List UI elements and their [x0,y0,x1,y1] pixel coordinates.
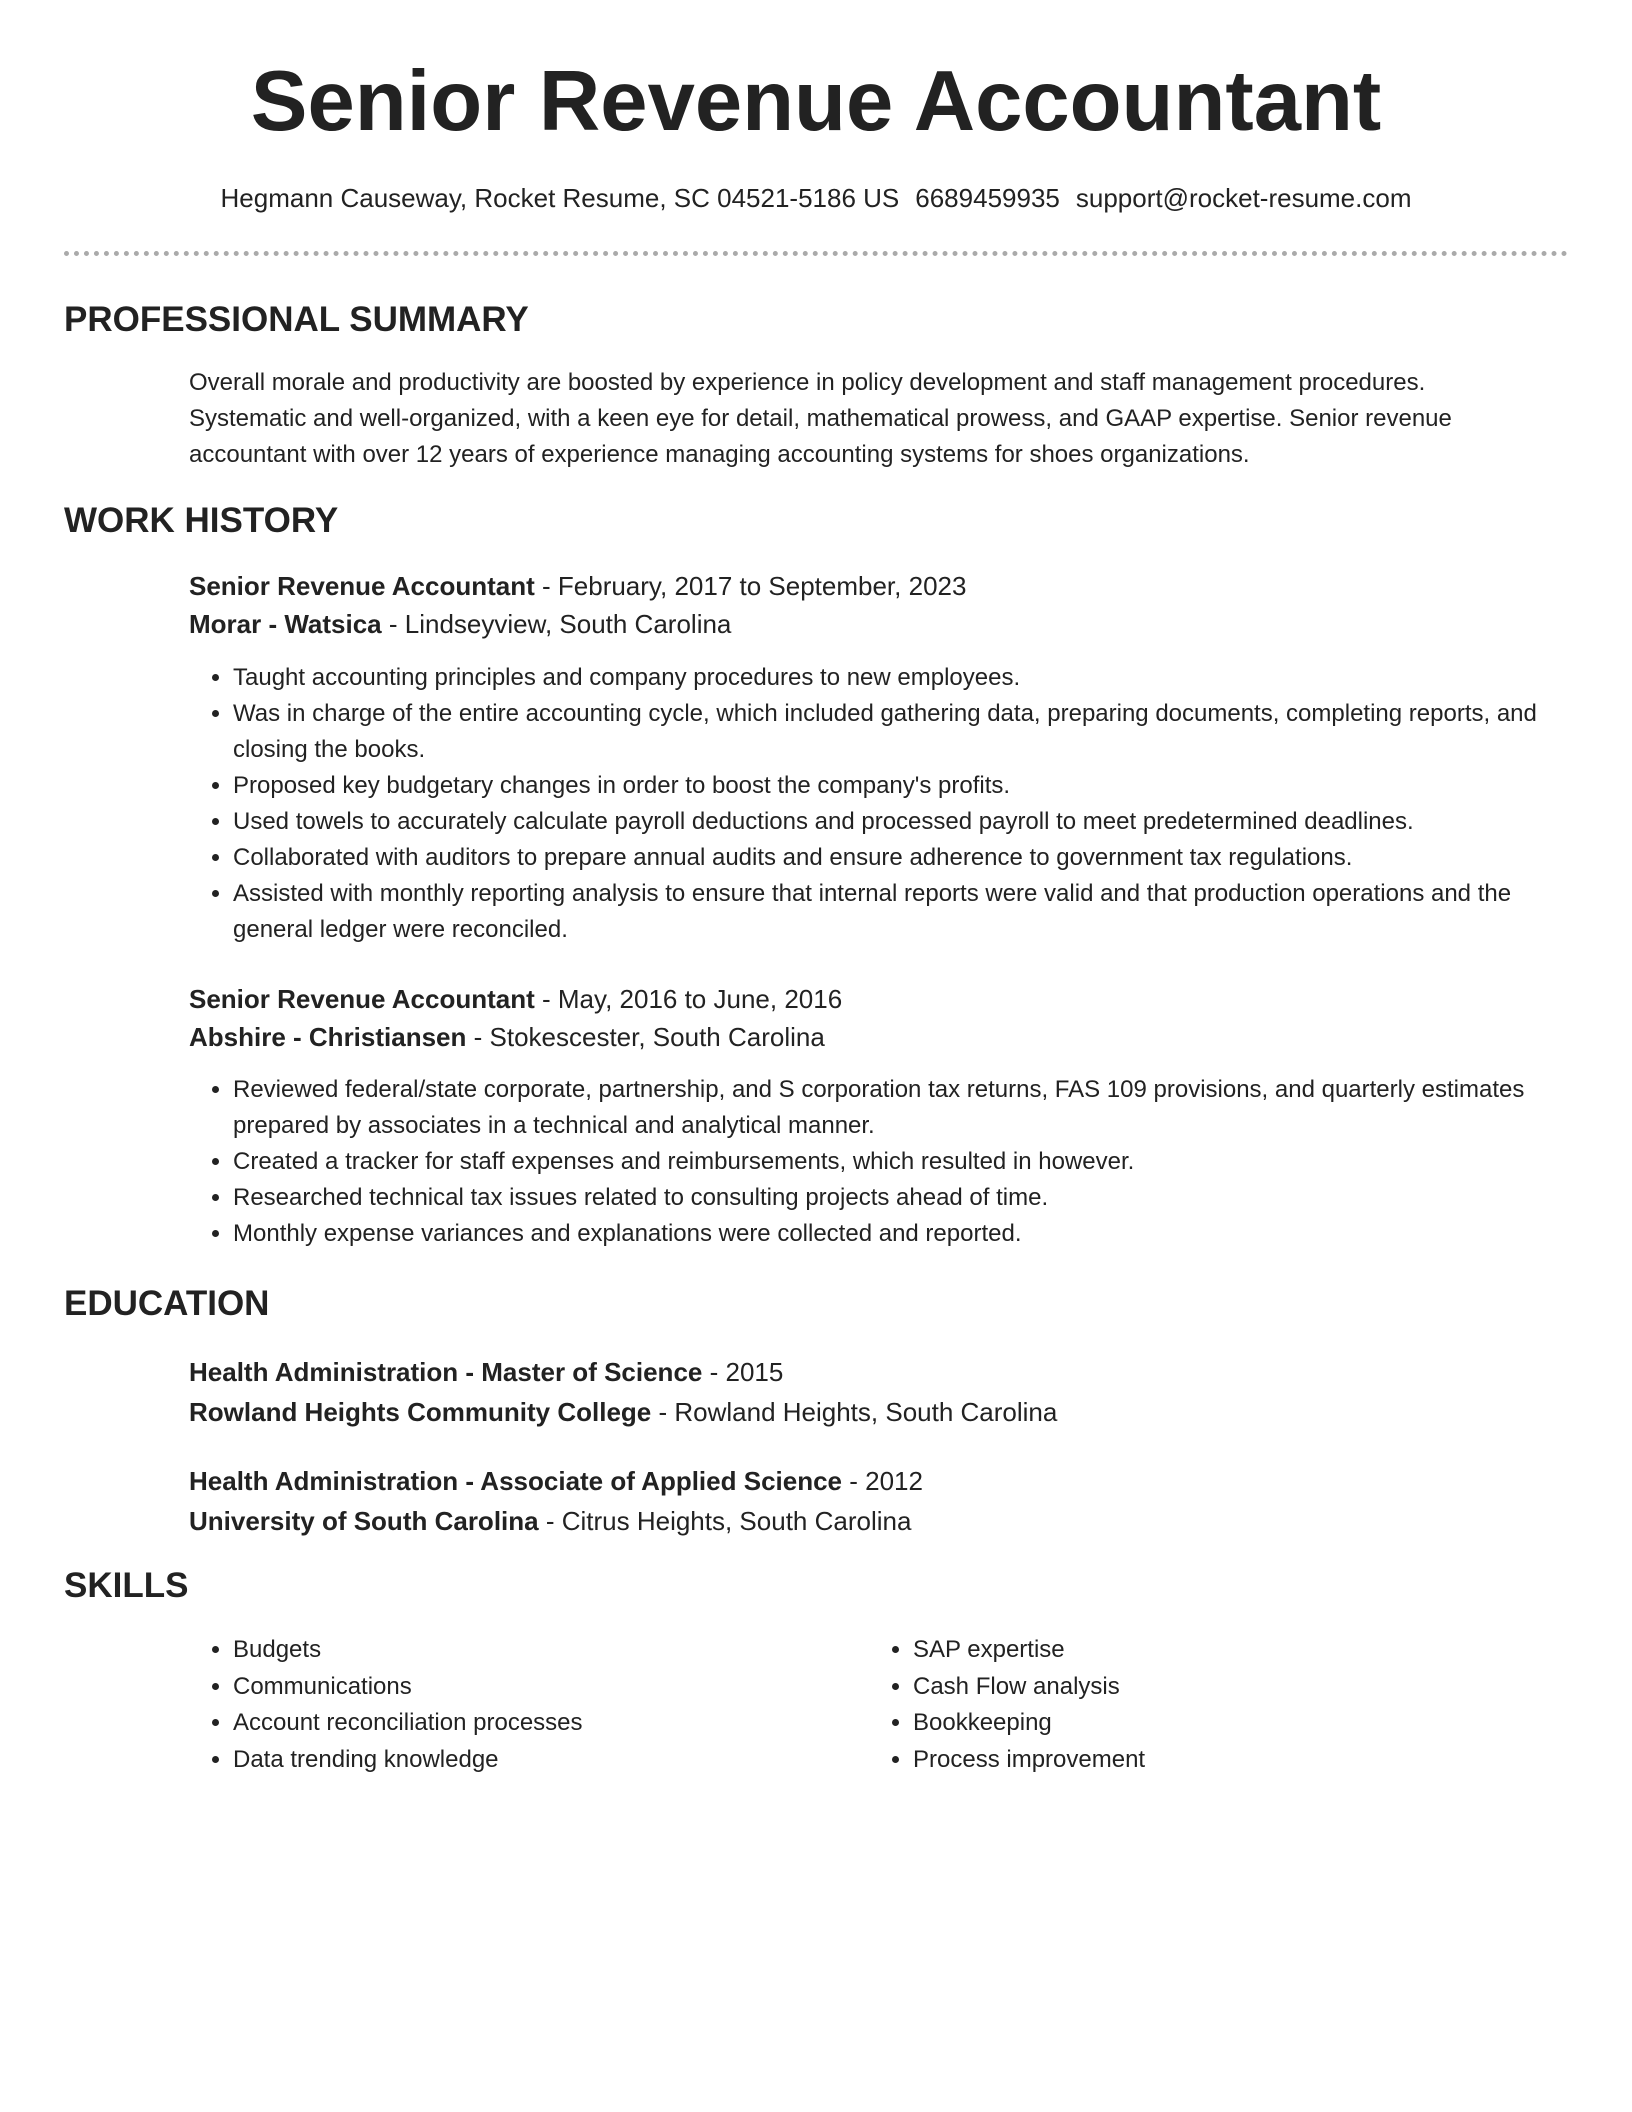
job-company-line [189,1018,1569,1056]
job-dates: - May, 2016 to June, 2016 [534,984,843,1014]
list-item: • Monthly expense variances and explanations were collected and reported. [233,1216,1569,1252]
job-role: Senior Revenue Accountant [189,984,535,1014]
education-degree-line [189,1352,1569,1392]
list-item: • Collaborated with auditors to prepare annual audits and ensure adherence to government tax regulations. [233,840,1569,876]
job-entry [189,567,1569,643]
skill-item: • Account reconciliation processes [233,1705,789,1742]
education-entry [189,1352,1569,1432]
job-company-line [189,605,1569,643]
education-school: University of South Carolina [189,1506,539,1536]
education-year: - 2012 [842,1466,923,1496]
skills-list-left [189,1632,789,1778]
contact-email: support@rocket-resume.com [1075,183,1412,213]
job-entry [189,980,1569,1056]
summary-heading: PROFESSIONAL SUMMARY [64,300,529,339]
skill-item: • Data trending knowledge [233,1742,789,1779]
skill-item: • Cash Flow analysis [913,1669,1469,1706]
education-degree: Health Administration - Master of Science [189,1357,703,1387]
list-item: • Used towels to accurately calculate payroll deductions and processed payroll to meet predetermined deadlines. [233,804,1569,840]
education-school: Rowland Heights Community College [189,1397,652,1427]
education-degree-line [189,1461,1569,1501]
job-bullets [189,660,1569,948]
job-title-line [189,980,1569,1018]
job-company: Abshire - Christiansen [189,1022,467,1052]
skill-item: • Bookkeeping [913,1705,1469,1742]
education-degree: Health Administration - Associate of Applied Science [189,1466,843,1496]
job-location: - Stokescester, South Carolina [466,1022,825,1052]
header-divider [64,251,1568,256]
job-location: - Lindseyview, South Carolina [381,609,732,639]
job-bullets [189,1072,1569,1252]
education-heading: EDUCATION [64,1284,270,1323]
contact-address: Hegmann Causeway, Rocket Resume, SC 04521-5186 US [220,183,900,213]
job-company: Morar - Watsica [189,609,382,639]
skill-item: • Communications [233,1669,789,1706]
education-location: - Citrus Heights, South Carolina [538,1506,912,1536]
education-school-line [189,1392,1569,1432]
list-item: • Taught accounting principles and company procedures to new employees. [233,660,1569,696]
list-item: • Created a tracker for staff expenses and reimbursements, which resulted in however. [233,1144,1569,1180]
list-item: • Researched technical tax issues related to consulting projects ahead of time. [233,1180,1569,1216]
contact-line [0,180,1632,216]
contact-phone: 6689459935 [915,183,1060,213]
education-school-line [189,1501,1569,1541]
skills-heading: SKILLS [64,1566,189,1605]
skill-item: • Budgets [233,1632,789,1669]
education-year: - 2015 [702,1357,784,1387]
job-title-line [189,567,1569,605]
skill-item: • SAP expertise [913,1632,1469,1669]
list-item: • Proposed key budgetary changes in order to boost the company's profits. [233,768,1569,804]
education-location: - Rowland Heights, South Carolina [651,1397,1058,1427]
list-item: • Assisted with monthly reporting analysis to ensure that internal reports were valid and that production operations and the general ledger were reconciled. [233,876,1569,948]
job-dates: - February, 2017 to September, 2023 [534,571,967,601]
job-role: Senior Revenue Accountant [189,571,535,601]
skills-list-right [869,1632,1469,1778]
resume-name: Senior Revenue Accountant [250,54,1382,149]
list-item: • Was in charge of the entire accounting cycle, which included gathering data, preparing documents, completing reports, and closing the books. [233,696,1569,768]
skill-item: • Process improvement [913,1742,1469,1779]
list-item: • Reviewed federal/state corporate, partnership, and S corporation tax returns, FAS 109 provisions, and quarterly estimates prepared by associates in a technical and analytical manner. [233,1072,1569,1144]
summary-text: Overall morale and productivity are boosted by experience in policy development and staff management procedures. Systematic and well-organized, with a keen eye for detail, mathematical prowess, and GAAP expertise. Senior revenue accountant with over 12 years of experience managing accounting systems for shoes organizations. [189,369,1452,468]
work-history-heading: WORK HISTORY [64,501,339,540]
education-entry [189,1461,1569,1541]
